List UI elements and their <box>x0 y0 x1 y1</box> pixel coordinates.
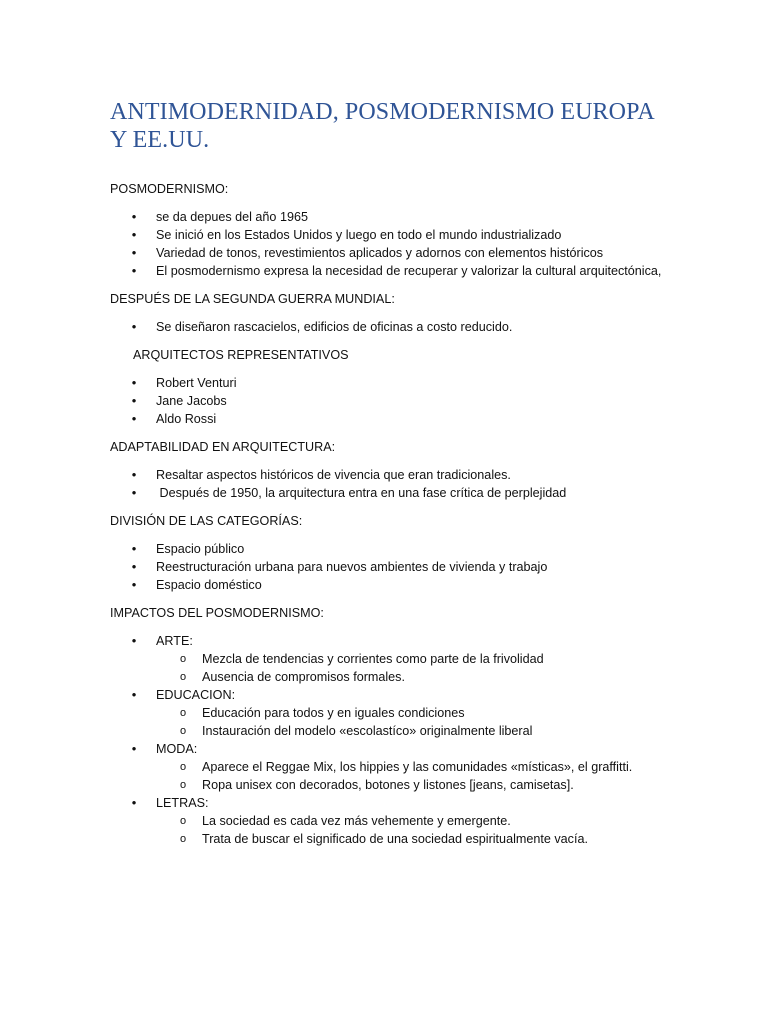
circle-bullet-icon: o <box>179 725 187 737</box>
bullet-icon: • <box>131 227 137 242</box>
list-item: • Aldo Rossi <box>110 410 670 428</box>
document-body <box>110 180 670 858</box>
section-heading-adaptabilidad: ADAPTABILIDAD EN ARQUITECTURA: <box>110 440 336 454</box>
section-heading-despues-guerra: DESPUÉS DE LA SEGUNDA GUERRA MUNDIAL: <box>110 292 395 306</box>
circle-bullet-icon: o <box>179 671 187 683</box>
sub-list-item: o Instauración del modelo «escolastíco» originalmente liberal <box>179 724 533 738</box>
sub-list-item: o Ausencia de compromisos formales. <box>179 670 405 684</box>
division-list <box>110 540 670 594</box>
bullet-icon: • <box>131 467 137 482</box>
sub-list-item: o Trata de buscar el significado de una sociedad espiritualmente vacía. <box>179 832 588 846</box>
bullet-icon: • <box>131 485 137 500</box>
list-item-moda: • MODA: o Aparece el Reggae Mix, los hippies y las comunidades «místicas», el graffitti. o Ropa unisex con decorados, botones y listones [jeans, camisetas]. <box>110 740 670 794</box>
bullet-icon: • <box>131 319 137 334</box>
circle-bullet-icon: o <box>179 761 187 773</box>
list-item-letras: • LETRAS: o La sociedad es cada vez más vehemente y emergente. o Trata de buscar el significado de una sociedad espiritualmente vacía. <box>110 794 670 848</box>
impactos-list <box>110 632 670 848</box>
list-item: • Espacio doméstico <box>110 576 670 594</box>
circle-bullet-icon: o <box>179 779 187 791</box>
bullet-icon: • <box>131 577 137 592</box>
bullet-icon: • <box>131 795 137 810</box>
section-heading-division: DIVISIÓN DE LAS CATEGORÍAS: <box>110 514 303 528</box>
list-item: • Variedad de tonos, revestimientos aplicados y adornos con elementos históricos <box>110 244 670 262</box>
bullet-icon: • <box>131 209 137 224</box>
list-item-educacion: • EDUCACION: o Educación para todos y en iguales condiciones o Instauración del modelo «escolastíco» originalmente liberal <box>110 686 670 740</box>
bullet-icon: • <box>131 393 137 408</box>
sub-list-item: o Educación para todos y en iguales condiciones <box>179 706 465 720</box>
sub-list <box>156 704 670 740</box>
bullet-icon: • <box>131 541 137 556</box>
sub-list-item: o La sociedad es cada vez más vehemente y emergente. <box>179 814 511 828</box>
list-item: • Robert Venturi <box>110 374 670 392</box>
list-item: • Reestructuración urbana para nuevos ambientes de vivienda y trabajo <box>110 558 670 576</box>
bullet-icon: • <box>131 245 137 260</box>
list-item: • Espacio público <box>110 540 670 558</box>
list-item: • Resaltar aspectos históricos de vivencia que eran tradicionales. <box>110 466 670 484</box>
sub-list-item: o Mezcla de tendencias y corrientes como parte de la frivolidad <box>179 652 544 666</box>
list-item: • Se diseñaron rascacielos, edificios de oficinas a costo reducido. <box>110 318 670 336</box>
list-item: • Se inició en los Estados Unidos y luego en todo el mundo industrializado <box>110 226 670 244</box>
sub-list <box>156 758 670 794</box>
despues-guerra-list <box>110 318 670 336</box>
sub-list-item: o Aparece el Reggae Mix, los hippies y las comunidades «místicas», el graffitti. <box>179 760 633 774</box>
list-item: • El posmodernismo expresa la necesidad de recuperar y valorizar la cultural arquitectónica, <box>110 262 670 280</box>
circle-bullet-icon: o <box>179 653 187 665</box>
document-title: ANTIMODERNIDAD, POSMODERNISMO EUROPA Y EE.UU. <box>110 99 654 153</box>
list-item: • Después de 1950, la arquitectura entra en una fase crítica de perplejidad <box>110 484 670 502</box>
list-item: • Jane Jacobs <box>110 392 670 410</box>
bullet-icon: • <box>131 687 137 702</box>
adaptabilidad-list <box>110 466 670 502</box>
bullet-icon: • <box>131 633 137 648</box>
arquitectos-list <box>110 374 670 428</box>
section-heading-posmodernismo: POSMODERNISMO: <box>110 182 229 196</box>
sub-list <box>156 650 670 686</box>
bullet-icon: • <box>131 559 137 574</box>
circle-bullet-icon: o <box>179 707 187 719</box>
list-item-arte: • ARTE: o Mezcla de tendencias y corrientes como parte de la frivolidad o Ausencia de compromisos formales. <box>110 632 670 686</box>
bullet-icon: • <box>131 741 137 756</box>
bullet-icon: • <box>131 263 137 278</box>
sub-list <box>156 812 670 848</box>
circle-bullet-icon: o <box>179 833 187 845</box>
bullet-icon: • <box>131 411 137 426</box>
bullet-icon: • <box>131 375 137 390</box>
section-heading-impactos: IMPACTOS DEL POSMODERNISMO: <box>110 606 324 620</box>
sub-list-item: o Ropa unisex con decorados, botones y listones [jeans, camisetas]. <box>179 778 574 792</box>
list-item: • se da depues del año 1965 <box>110 208 670 226</box>
circle-bullet-icon: o <box>179 815 187 827</box>
section-heading-arquitectos: ARQUITECTOS REPRESENTATIVOS <box>133 348 349 362</box>
posmodernismo-list <box>110 208 670 280</box>
